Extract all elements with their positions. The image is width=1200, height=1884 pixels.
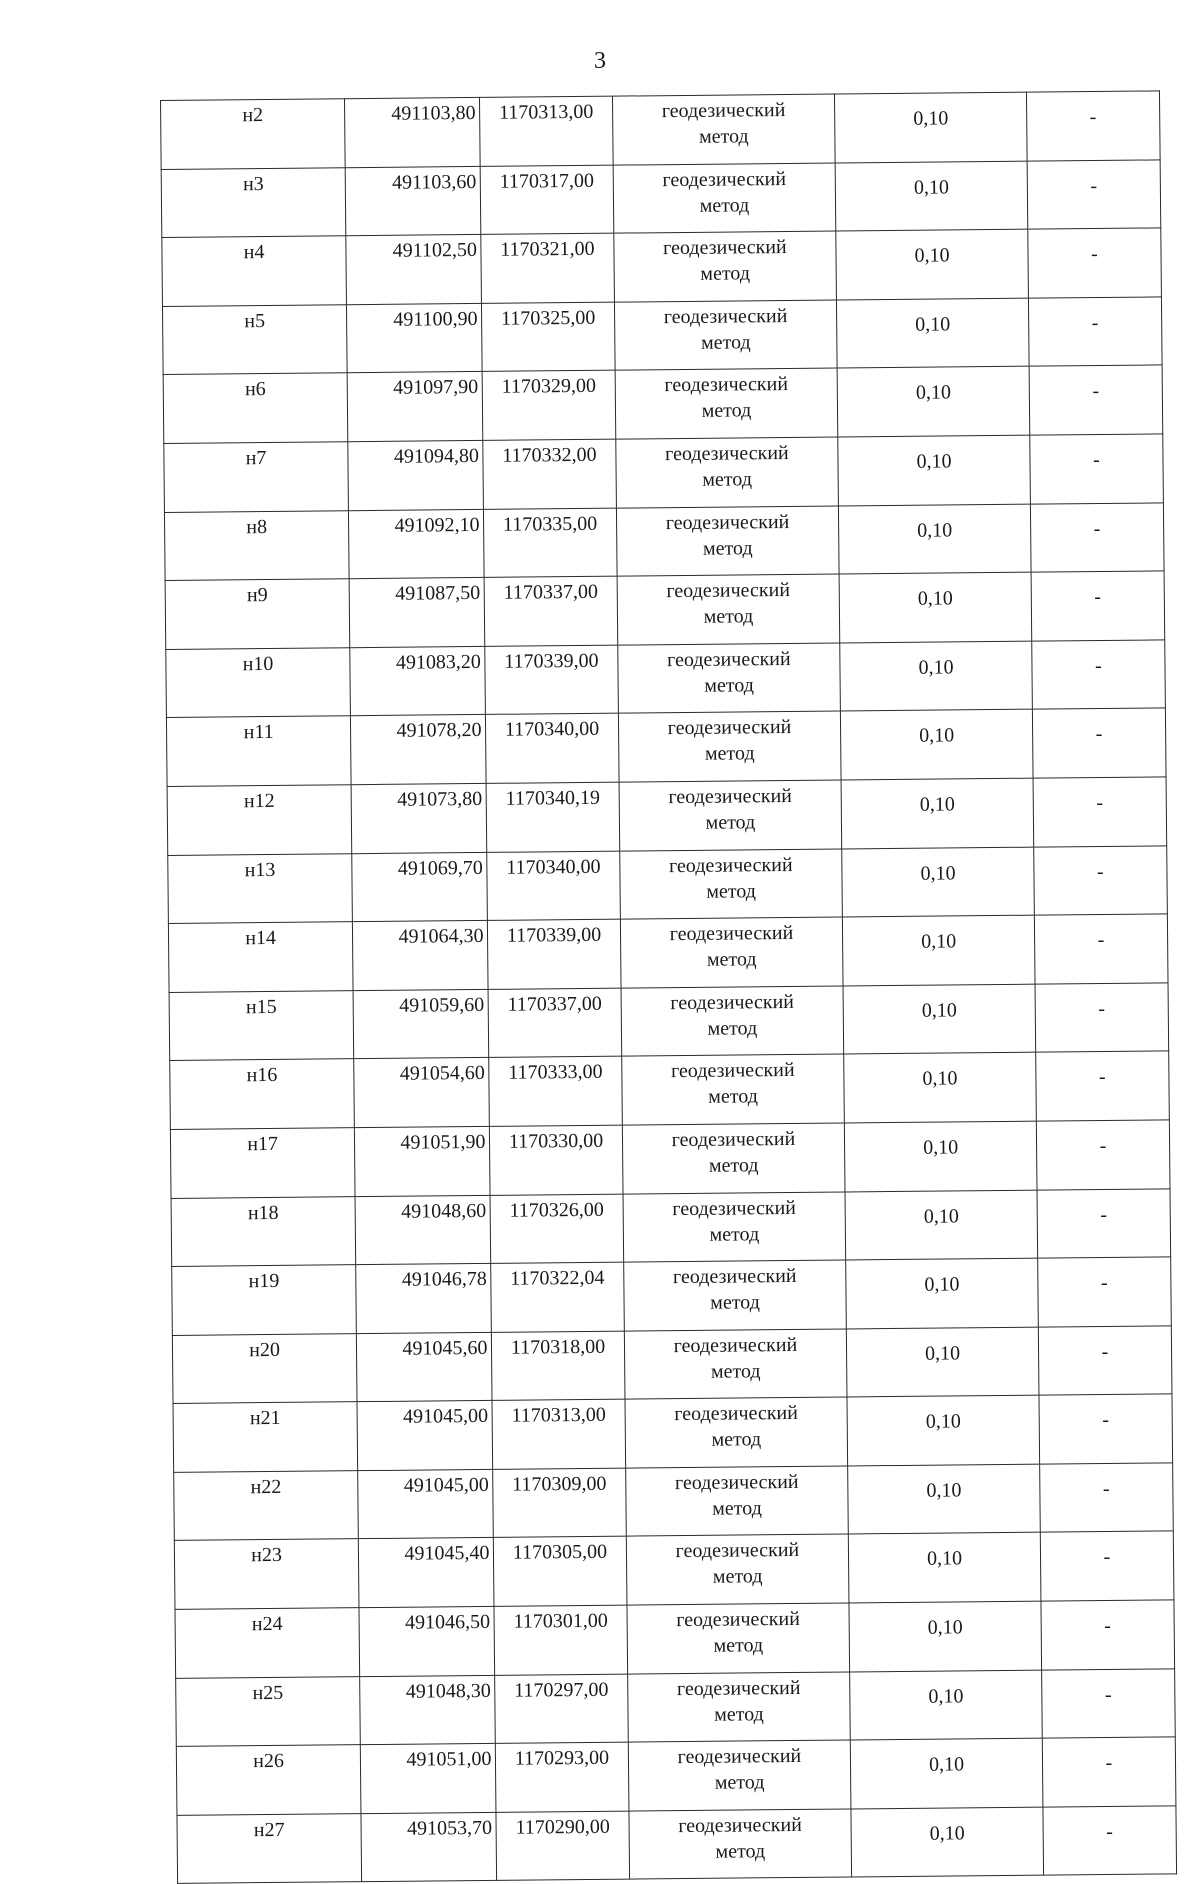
y-coordinate-cell: 1170293,00: [496, 1742, 629, 1812]
method-line-2: метод: [701, 399, 752, 423]
method-line-1: геодезический: [664, 373, 789, 397]
extra-cell: -: [1037, 1188, 1171, 1258]
method-line-1: геодезический: [666, 579, 791, 603]
method-line-2: метод: [699, 193, 750, 217]
table-row: [167, 777, 1167, 855]
x-coordinate-cell: 491073,80: [351, 783, 487, 853]
accuracy-cell: 0,10: [840, 641, 1032, 711]
method-cell: [621, 1054, 844, 1125]
method-line-2: метод: [715, 1840, 766, 1863]
method-line-2: метод: [700, 331, 751, 354]
x-coordinate-cell: 491103,60: [345, 166, 481, 236]
y-coordinate-cell: 1170332,00: [483, 439, 616, 509]
method-line-2: метод: [711, 1428, 762, 1452]
method-line-2: метод: [712, 1497, 762, 1520]
table-row: [164, 502, 1164, 580]
extra-cell: -: [1031, 571, 1165, 641]
x-coordinate-cell: 491048,30: [360, 1675, 496, 1745]
method-cell: [623, 1191, 846, 1262]
x-coordinate-cell: 491046,50: [359, 1606, 495, 1676]
table-row: [170, 1051, 1170, 1129]
method-line-2: метод: [714, 1702, 764, 1726]
accuracy-cell: 0,10: [843, 915, 1035, 985]
method-line-1: геодезический: [663, 304, 788, 328]
accuracy-cell: 0,10: [847, 1395, 1039, 1465]
table-row: [172, 1257, 1172, 1335]
accuracy-cell: 0,10: [839, 504, 1031, 574]
extra-cell: -: [1043, 1806, 1177, 1876]
accuracy-cell: 0,10: [839, 572, 1031, 642]
accuracy-cell: 0,10: [841, 709, 1033, 779]
method-cell: [617, 643, 840, 714]
method-cell: [615, 437, 838, 508]
x-coordinate-cell: 491045,40: [359, 1538, 495, 1608]
method-line-1: геодезический: [670, 990, 795, 1014]
point-name-cell: н23: [174, 1539, 359, 1609]
y-coordinate-cell: 1170340,19: [487, 782, 620, 852]
table-row: [168, 845, 1168, 923]
table-row: [162, 228, 1162, 306]
point-name-cell: н3: [161, 167, 346, 237]
extra-cell: -: [1026, 91, 1160, 161]
extra-cell: -: [1030, 502, 1164, 572]
table-row: [174, 1531, 1174, 1609]
method-line-1: геодезический: [663, 236, 787, 260]
accuracy-cell: 0,10: [850, 1670, 1042, 1740]
method-line-1: геодезический: [678, 1813, 802, 1837]
point-name-cell: н22: [174, 1471, 359, 1541]
method-line-1: геодезический: [666, 647, 791, 671]
table-row: [162, 297, 1162, 375]
accuracy-cell: 0,10: [837, 367, 1029, 437]
x-coordinate-cell: 491078,20: [351, 715, 487, 785]
extra-cell: -: [1036, 1120, 1170, 1190]
point-name-cell: н13: [168, 853, 353, 923]
accuracy-cell: 0,10: [843, 984, 1035, 1054]
method-cell: [628, 1740, 851, 1811]
x-coordinate-cell: 491094,80: [348, 440, 484, 510]
method-cell: [612, 94, 835, 165]
accuracy-cell: 0,10: [851, 1738, 1043, 1808]
accuracy-cell: 0,10: [842, 847, 1034, 917]
method-cell: [623, 1260, 846, 1331]
extra-cell: -: [1032, 708, 1166, 778]
table-row: [161, 159, 1161, 237]
y-coordinate-cell: 1170335,00: [484, 508, 617, 578]
method-line-1: геодезический: [675, 1539, 800, 1563]
x-coordinate-cell: 491064,30: [353, 921, 489, 991]
point-name-cell: н21: [173, 1402, 358, 1472]
extra-cell: -: [1039, 1463, 1173, 1533]
table-row: [173, 1394, 1173, 1472]
method-line-1: геодезический: [672, 1265, 797, 1289]
method-cell: [619, 849, 842, 920]
point-name-cell: н16: [170, 1059, 355, 1129]
y-coordinate-cell: 1170317,00: [481, 165, 614, 235]
y-coordinate-cell: 1170322,04: [491, 1262, 624, 1332]
method-line-2: метод: [705, 811, 756, 834]
x-coordinate-cell: 491046,78: [356, 1263, 492, 1333]
extra-cell: -: [1027, 159, 1161, 229]
accuracy-cell: 0,10: [835, 92, 1027, 162]
table-row: [170, 1120, 1170, 1198]
x-coordinate-cell: 491097,90: [347, 372, 483, 442]
point-name-cell: н19: [172, 1265, 357, 1335]
method-cell: [622, 1123, 845, 1194]
accuracy-cell: 0,10: [845, 1121, 1037, 1191]
method-line-1: геодезический: [676, 1607, 800, 1632]
table-row: [176, 1737, 1176, 1815]
table-row: [172, 1326, 1172, 1404]
point-name-cell: н9: [165, 579, 350, 649]
accuracy-cell: 0,10: [845, 1190, 1037, 1260]
y-coordinate-cell: 1170318,00: [492, 1331, 625, 1401]
method-line-2: метод: [702, 468, 753, 491]
y-coordinate-cell: 1170329,00: [483, 371, 616, 441]
method-cell: [613, 231, 836, 302]
method-cell: [618, 711, 841, 782]
table-row: [171, 1188, 1171, 1266]
y-coordinate-cell: 1170340,00: [487, 851, 620, 921]
accuracy-cell: 0,10: [841, 778, 1033, 848]
point-name-cell: н4: [162, 236, 347, 306]
y-coordinate-cell: 1170321,00: [481, 233, 614, 303]
extra-cell: -: [1030, 434, 1164, 504]
point-name-cell: н17: [170, 1128, 355, 1198]
x-coordinate-cell: 491054,60: [354, 1058, 490, 1128]
method-line-1: геодезический: [665, 510, 790, 534]
method-line-1: геодезический: [668, 853, 793, 877]
coordinates-table: [160, 90, 1177, 1884]
method-cell: [615, 368, 838, 439]
method-line-1: геодезический: [671, 1127, 796, 1152]
accuracy-cell: 0,10: [844, 1052, 1036, 1122]
point-name-cell: н14: [168, 922, 353, 992]
method-line-2: метод: [703, 605, 754, 628]
method-line-2: метод: [704, 742, 755, 766]
accuracy-cell: 0,10: [837, 298, 1029, 368]
method-line-1: геодезический: [677, 1745, 802, 1769]
method-cell: [621, 986, 844, 1057]
method-line-1: геодезический: [676, 1676, 801, 1700]
method-cell: [627, 1603, 850, 1674]
point-name-cell: н25: [176, 1676, 361, 1746]
table-row: [166, 640, 1166, 718]
y-coordinate-cell: 1170290,00: [496, 1811, 629, 1881]
method-cell: [616, 506, 839, 577]
method-line-1: геодезический: [668, 784, 793, 809]
x-coordinate-cell: 491100,90: [347, 303, 483, 373]
y-coordinate-cell: 1170305,00: [494, 1537, 627, 1607]
y-coordinate-cell: 1170337,00: [485, 576, 618, 646]
method-line-2: метод: [709, 1222, 760, 1246]
table-row: [169, 983, 1169, 1061]
method-line-2: метод: [706, 948, 757, 971]
table-row: [175, 1600, 1175, 1678]
extra-cell: -: [1037, 1257, 1171, 1327]
method-cell: [627, 1672, 850, 1743]
extra-cell: -: [1033, 777, 1167, 847]
method-line-2: метод: [710, 1291, 760, 1314]
method-line-1: геодезический: [662, 167, 787, 191]
method-cell: [619, 780, 842, 851]
method-line-1: геодезический: [674, 1402, 798, 1426]
extra-cell: -: [1028, 228, 1162, 298]
extra-cell: -: [1039, 1394, 1173, 1464]
method-line-2: метод: [712, 1565, 763, 1589]
extra-cell: -: [1035, 983, 1169, 1053]
point-name-cell: н2: [161, 99, 346, 169]
extra-cell: -: [1033, 845, 1167, 915]
table-row: [163, 365, 1163, 443]
y-coordinate-cell: 1170326,00: [490, 1194, 623, 1264]
extra-cell: -: [1029, 365, 1163, 435]
method-cell: [614, 300, 837, 371]
x-coordinate-cell: 491087,50: [349, 578, 485, 648]
y-coordinate-cell: 1170337,00: [489, 988, 622, 1058]
method-line-2: метод: [706, 879, 756, 903]
method-line-2: метод: [707, 1017, 758, 1040]
method-line-1: геодезический: [661, 98, 786, 123]
y-coordinate-cell: 1170325,00: [482, 302, 615, 372]
accuracy-cell: 0,10: [847, 1327, 1039, 1397]
method-line-2: метод: [708, 1085, 758, 1109]
x-coordinate-cell: 491051,00: [360, 1744, 496, 1814]
point-name-cell: н8: [164, 510, 349, 580]
extra-cell: -: [1042, 1737, 1176, 1807]
point-name-cell: н6: [163, 373, 348, 443]
method-line-1: геодезический: [674, 1470, 799, 1494]
x-coordinate-cell: 491045,60: [357, 1332, 493, 1402]
point-name-cell: н15: [169, 990, 354, 1060]
method-line-2: метод: [702, 536, 753, 560]
method-cell: [626, 1534, 849, 1605]
extra-cell: -: [1034, 914, 1168, 984]
accuracy-cell: 0,10: [851, 1807, 1043, 1877]
method-line-2: метод: [698, 125, 749, 148]
accuracy-cell: 0,10: [846, 1258, 1038, 1328]
point-name-cell: н26: [176, 1745, 361, 1815]
x-coordinate-cell: 491045,00: [357, 1401, 493, 1471]
point-name-cell: н12: [167, 785, 352, 855]
point-name-cell: н18: [171, 1196, 356, 1266]
y-coordinate-cell: 1170330,00: [490, 1125, 623, 1195]
point-name-cell: н10: [166, 647, 351, 717]
method-cell: [625, 1466, 848, 1537]
y-coordinate-cell: 1170297,00: [495, 1674, 628, 1744]
table-row: [176, 1668, 1176, 1746]
accuracy-cell: 0,10: [838, 435, 1030, 505]
x-coordinate-cell: 491045,00: [358, 1469, 494, 1539]
y-coordinate-cell: 1170309,00: [493, 1468, 626, 1538]
method-cell: [624, 1329, 847, 1400]
y-coordinate-cell: 1170340,00: [486, 713, 619, 783]
point-name-cell: н11: [166, 716, 351, 786]
method-line-2: метод: [710, 1359, 761, 1383]
x-coordinate-cell: 491051,90: [355, 1126, 491, 1196]
accuracy-cell: 0,10: [849, 1601, 1041, 1671]
y-coordinate-cell: 1170301,00: [494, 1605, 627, 1675]
y-coordinate-cell: 1170339,00: [488, 919, 621, 989]
extra-cell: -: [1028, 297, 1162, 367]
method-line-2: метод: [714, 1771, 765, 1795]
y-coordinate-cell: 1170313,00: [492, 1399, 625, 1469]
x-coordinate-cell: 491053,70: [361, 1812, 497, 1882]
table-row: [165, 571, 1165, 649]
x-coordinate-cell: 491103,80: [345, 97, 481, 167]
page-number: 3: [594, 48, 606, 74]
table-row: [168, 914, 1168, 992]
method-cell: [613, 163, 836, 234]
method-cell: [617, 574, 840, 645]
method-line-2: метод: [708, 1154, 759, 1177]
x-coordinate-cell: 491083,20: [350, 646, 486, 716]
extra-cell: -: [1032, 640, 1166, 710]
extra-cell: -: [1041, 1668, 1175, 1738]
accuracy-cell: 0,10: [849, 1533, 1041, 1603]
extra-cell: -: [1038, 1326, 1172, 1396]
method-line-1: геодезический: [673, 1333, 798, 1357]
method-line-2: метод: [700, 262, 751, 286]
x-coordinate-cell: 491092,10: [349, 509, 485, 579]
extra-cell: -: [1040, 1531, 1174, 1601]
x-coordinate-cell: 491059,60: [353, 989, 489, 1059]
method-line-1: геодезический: [669, 922, 794, 946]
point-name-cell: н20: [172, 1333, 357, 1403]
accuracy-cell: 0,10: [848, 1464, 1040, 1534]
table-row: [166, 708, 1166, 786]
table-row: [161, 91, 1161, 169]
table-row: [174, 1463, 1174, 1541]
table-row: [177, 1806, 1177, 1884]
y-coordinate-cell: 1170339,00: [485, 645, 618, 715]
point-name-cell: н24: [175, 1608, 360, 1678]
method-line-1: геодезический: [664, 441, 789, 466]
coordinates-table-container: [160, 90, 1177, 1884]
x-coordinate-cell: 491048,60: [355, 1195, 491, 1265]
extra-cell: -: [1035, 1051, 1169, 1121]
x-coordinate-cell: 491069,70: [352, 852, 488, 922]
point-name-cell: н27: [177, 1813, 362, 1883]
method-line-2: метод: [713, 1634, 764, 1657]
point-name-cell: н7: [164, 442, 349, 512]
x-coordinate-cell: 491102,50: [346, 235, 482, 305]
point-name-cell: н5: [162, 304, 347, 374]
method-cell: [625, 1397, 848, 1468]
extra-cell: -: [1041, 1600, 1175, 1670]
method-line-1: геодезический: [670, 1059, 795, 1083]
accuracy-cell: 0,10: [835, 161, 1027, 231]
table-row: [164, 434, 1164, 512]
method-cell: [629, 1809, 852, 1880]
y-coordinate-cell: 1170313,00: [480, 96, 613, 166]
accuracy-cell: 0,10: [836, 229, 1028, 299]
method-line-2: метод: [704, 674, 755, 697]
method-line-1: геодезический: [672, 1196, 797, 1220]
y-coordinate-cell: 1170333,00: [489, 1056, 622, 1126]
method-line-1: геодезический: [667, 716, 792, 740]
table-body: [161, 91, 1177, 1884]
method-cell: [620, 917, 843, 988]
